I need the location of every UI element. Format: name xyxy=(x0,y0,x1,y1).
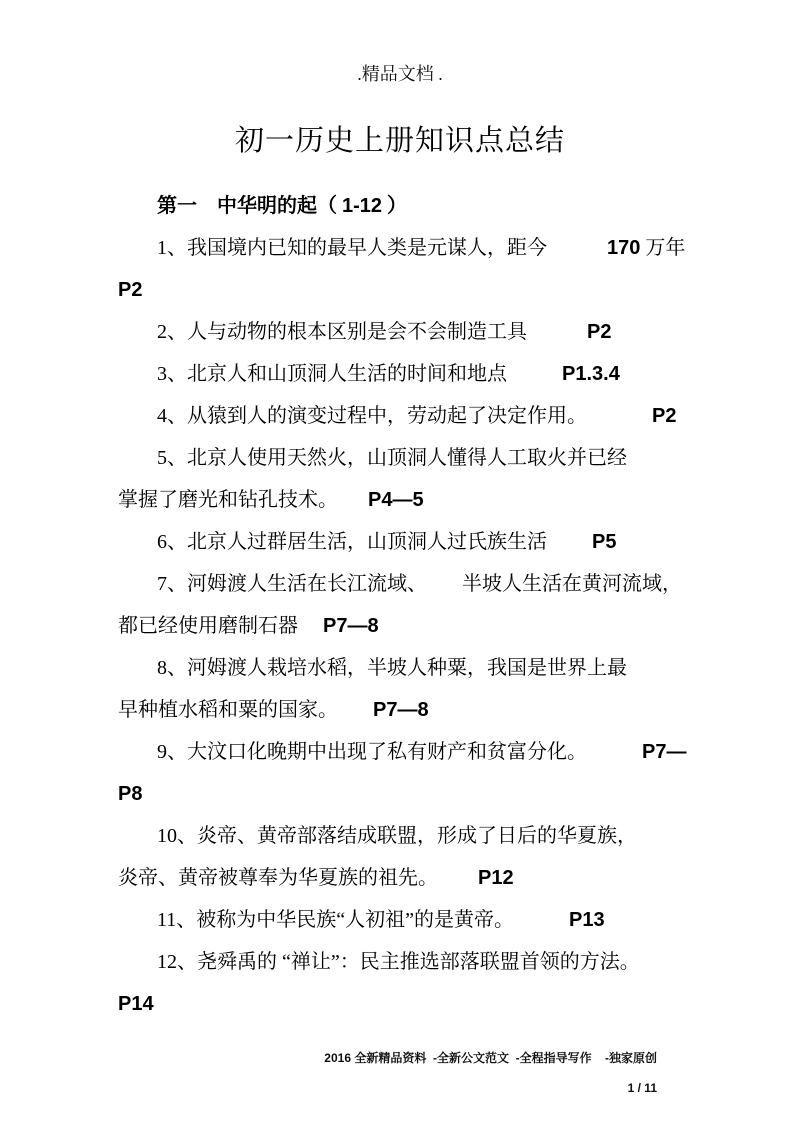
document-line xyxy=(118,395,780,437)
text-segment: ） xyxy=(382,195,408,217)
text-segment: 半坡人生活在黄河流域， xyxy=(462,573,682,595)
footer-credits: 2016 全新精品资料 -全新公文范文 -全程指导写作 -独家原创 xyxy=(324,1051,657,1065)
document-line xyxy=(118,731,780,773)
document-line xyxy=(118,941,780,983)
text-segment: 12、尧舜禹的 “禅让”：民主推选部落联盟首领的方法。 xyxy=(157,951,640,973)
text-segment: 都已经使用磨制石器 xyxy=(118,615,323,637)
text-segment: 4、从猿到人的演变过程中，劳动起了决定作用。 xyxy=(157,405,652,427)
section-heading xyxy=(118,185,780,227)
text-segment: 3、北京人和山顶洞人生活的时间和地点 xyxy=(157,363,562,385)
text-segment: 10、炎帝、黄帝部落结成联盟，形成了日后的华夏族， xyxy=(157,825,637,847)
text-segment: 掌握了磨光和钻孔技术。 xyxy=(118,489,368,511)
text-segment: 2、人与动物的根本区别是会不会制造工具 xyxy=(157,321,587,343)
page-ref: P7— xyxy=(642,741,687,763)
document-line xyxy=(118,605,780,647)
page-ref: P7—8 xyxy=(373,699,429,721)
page-ref: P2 xyxy=(118,279,143,301)
text-segment: 9、大汶口化晚期中出现了私有财产和贫富分化。 xyxy=(157,741,642,763)
page-ref: P5 xyxy=(592,531,617,553)
document-line xyxy=(118,815,780,857)
document-line xyxy=(118,899,780,941)
page-ref: P1.3.4 xyxy=(562,363,620,385)
page-title: 初一历史上册知识点总结 xyxy=(234,125,565,158)
page-footer xyxy=(311,1036,657,1126)
text-segment: 万年 xyxy=(640,237,686,259)
page-ref: P2 xyxy=(587,321,612,343)
text-segment: 5、北京人使用天然火，山顶洞人懂得人工取火并已经 xyxy=(157,447,627,469)
document-line xyxy=(118,437,780,479)
text-segment: 8、河姆渡人栽培水稻，半坡人种粟，我国是世界上最 xyxy=(157,657,627,679)
text-segment: 1、我国境内已知的最早人类是元谋人，距今 xyxy=(157,237,607,259)
page-number: 1 / 11 xyxy=(627,1081,657,1095)
document-line xyxy=(118,269,780,311)
page-ref: P2 xyxy=(652,405,677,427)
document-line xyxy=(118,563,780,605)
document-line xyxy=(118,353,780,395)
document-line xyxy=(118,689,780,731)
page-ref: P8 xyxy=(118,783,143,805)
document-line xyxy=(118,857,780,899)
document-line xyxy=(118,479,780,521)
text-segment: 第一 中华明的起（ xyxy=(157,195,342,217)
document-body xyxy=(118,185,780,1025)
page-ref: P13 xyxy=(569,909,605,931)
text-segment: 6、北京人过群居生活，山顶洞人过氏族生活 xyxy=(157,531,592,553)
document-line xyxy=(118,227,780,269)
page-ref: P12 xyxy=(478,867,514,889)
page-ref: 170 xyxy=(607,237,641,259)
text-segment: 炎帝、黄帝被尊奉为华夏族的祖先。 xyxy=(118,867,478,889)
text-segment: 早种植水稻和粟的国家。 xyxy=(118,699,373,721)
document-line xyxy=(118,983,780,1025)
page-ref: P4—5 xyxy=(368,489,424,511)
document-line xyxy=(118,773,780,815)
page-ref: P7—8 xyxy=(323,615,379,637)
page-ref: 1-12 xyxy=(342,195,383,217)
document-line xyxy=(118,647,780,689)
document-line xyxy=(118,521,780,563)
watermark-text: .精品文档 . xyxy=(357,64,443,84)
document-line xyxy=(118,311,780,353)
page-ref: P14 xyxy=(118,993,154,1015)
text-segment: 11、被称为中华民族“人初祖”的是黄帝。 xyxy=(157,909,570,931)
text-segment: 7、河姆渡人生活在长江流域、 xyxy=(157,573,462,595)
